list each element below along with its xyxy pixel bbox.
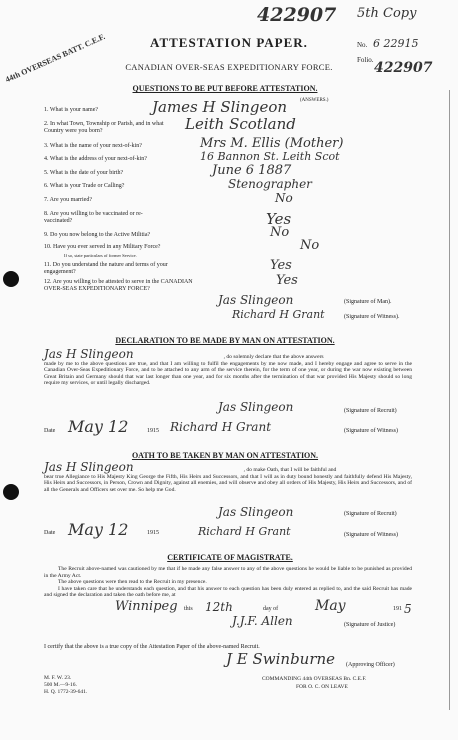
questions-heading: QUESTIONS TO BE PUT BEFORE ATTESTATION. (132, 84, 318, 93)
declaration-body: made by me to the above questions are true, and that I am willing to fulfil the engagements by me now made, and I hereby engage and agree to serve in the Canadian Over-Seas Expeditionary Force, and to be attached to any arm of the service therein, for the term of one year, or during the war now existing between Great Britain and Germany should that war last longer than one year, and for six months after the termination of that war provided His Majesty should so long require my services, or until legally discharged. (44, 360, 412, 387)
magistrate-para-2: The above questions were then read to the Recruit in my presence. (58, 579, 207, 586)
declaration-line-1: , do solemnly declare that the above answers (223, 354, 324, 360)
form-number-2: 500 M.—9-16. (44, 682, 77, 688)
answer-1: James H Slingeon (152, 98, 288, 116)
declaration-recruit-signature: Jas Slingeon (218, 400, 294, 414)
oath-name: Jas H Slingeon (44, 460, 134, 474)
justice-label: (Signature of Justice) (344, 622, 396, 628)
form-number-1: M. F. W. 23. (44, 675, 72, 681)
answer-4: 16 Bannon St. Leith Scot (200, 150, 340, 163)
declaration-text-block (44, 347, 412, 387)
declaration-date-label: Date (44, 428, 56, 434)
answer-2: Leith Scotland (185, 115, 296, 133)
answers-label: (ANSWERS.) (300, 98, 329, 103)
man-signature: Jas Slingeon (218, 293, 294, 307)
magistrate-para-3: I have taken care that he understands each question, and that his answer to each question has been duly entered as replied to, and the said Recruit has made and signed the declaration and taken the oath before me, at (44, 585, 412, 599)
question-1: 1. What is your name? (44, 107, 99, 113)
punch-hole-top (3, 271, 19, 287)
page-subtitle: CANADIAN OVER-SEAS EXPEDITIONARY FORCE. (125, 62, 333, 72)
declaration-witness-label: (Signature of Witness) (344, 428, 398, 434)
no-label: No. (357, 41, 368, 49)
officer-signature: J E Swinburne (226, 650, 336, 668)
magistrate-place: Winnipeg (115, 599, 178, 614)
oath-witness-label: (Signature of Witness) (344, 532, 398, 538)
question-11: 11. Do you understand the nature and terms of your engagement? (44, 262, 168, 275)
answer-6: Stenographer (228, 177, 312, 191)
oath-recruit-label: (Signature of Recruit) (344, 511, 397, 517)
commanding-line-1: COMMANDING 44th OVERSEAS Bn. C.E.F. (262, 676, 367, 682)
oath-text-block (44, 460, 412, 493)
battalion-stamp: 44th OVERSEAS BATT. C.E.F. (4, 32, 107, 85)
answer-12: Yes (276, 273, 298, 288)
declaration-recruit-label: (Signature of Recruit) (344, 408, 397, 414)
declaration-witness-signature: Richard H Grant (170, 420, 272, 434)
oath-date-label: Date (44, 530, 56, 536)
oath-body: bear true Allegiance to His Majesty King George the Fifth, His Heirs and Successors, and that I will as in duty bound honestly and faithfully defend His Majesty, His Heirs and Successors, in Person, Crown and Dignity, against all enemies, and will observe and obey all orders of His Majesty, His Heirs and Successors, and of all the Generals and Officers set over me. So help me God. (44, 473, 412, 493)
question-8: 8. Are you willing to be vaccinated or re-vaccinated? (44, 211, 143, 224)
commanding-line-2: FOR O. C. ON LEAVE (296, 684, 348, 690)
oath-line-1: , do make Oath, that I will be faithful and (243, 467, 337, 473)
oath-recruit-signature: Jas Slingeon (218, 505, 294, 519)
question-3: 3. What is the name of your next-of-kin? (44, 143, 142, 149)
magistrate-this-label: this (184, 606, 193, 612)
folio-label: Folio. (357, 56, 374, 64)
punch-hole-middle (3, 484, 19, 500)
page-title: ATTESTATION PAPER. (150, 35, 308, 50)
oath-date: May 12 (68, 520, 129, 539)
justice-signature: J.J.F. Allen (232, 614, 293, 628)
question-witness-label: (Signature of Witness). (344, 314, 400, 320)
no-value: 6 22915 (373, 37, 419, 50)
officer-label: (Approving Officer) (346, 662, 395, 668)
page-edge-line (449, 90, 450, 710)
magistrate-para-1: The Recruit above-named was cautioned by me that if he made any false answer to any of the above questions he would be liable to be punished as provided in the Army Act. (44, 566, 412, 579)
oath-witness-signature: Richard H Grant (198, 525, 291, 538)
answer-9: No (270, 225, 290, 240)
answer-10: No (300, 238, 320, 253)
magistrate-year-suffix: 5 (404, 602, 412, 616)
reg-number: 422907 (257, 4, 337, 26)
declaration-date: May 12 (68, 417, 129, 436)
answer-11: Yes (270, 258, 292, 273)
question-6: 6. What is your Trade or Calling? (44, 183, 125, 189)
answer-5: June 6 1887 (212, 163, 292, 178)
certify-text: I certify that the above is a true copy of the Attestation Paper of the above-named Recruit. (44, 644, 260, 650)
declaration-heading: DECLARATION TO BE MADE BY MAN ON ATTESTATION. (115, 336, 335, 345)
question-7: 7. Are you married? (44, 197, 92, 203)
militia-note: If so, state particulars of former Service. (64, 253, 137, 258)
magistrate-month: May (315, 598, 346, 614)
answer-8: Yes (266, 210, 292, 228)
question-witness-signature: Richard H Grant (232, 308, 325, 321)
magistrate-year-prefix: 191 (393, 606, 402, 612)
copy-note: 5th Copy (357, 6, 417, 21)
declaration-year: 1915 (147, 428, 159, 434)
question-12: 12. Are you willing to be attested to serve in the CANADIAN OVER-SEAS EXPEDITIONARY FORCE? (44, 279, 193, 292)
magistrate-heading: CERTIFICATE OF MAGISTRATE. (167, 553, 293, 562)
form-number-3: H. Q. 1772-39-641. (44, 689, 88, 695)
question-9: 9. Do you now belong to the Active Militia? (44, 232, 151, 238)
folio-value: 422907 (374, 60, 433, 76)
man-signature-label: (Signature of Man). (344, 299, 392, 305)
declaration-name: Jas H Slingeon (44, 347, 134, 361)
oath-heading: OATH TO BE TAKEN BY MAN ON ATTESTATION. (131, 451, 319, 460)
magistrate-day: 12th (205, 600, 233, 614)
question-2: 2. In what Town, Township or Parish, and in what Country were you born? (44, 121, 164, 134)
answer-7: No (275, 191, 293, 205)
question-4: 4. What is the address of your next-of-kin? (44, 156, 147, 162)
magistrate-day-of-label: day of (263, 606, 279, 612)
question-10: 10. Have you ever served in any Military Force? (44, 244, 161, 250)
question-5: 5. What is the date of your birth? (44, 170, 124, 176)
magistrate-text-block (44, 566, 412, 599)
oath-year: 1915 (147, 530, 159, 536)
answer-3: Mrs M. Ellis (Mother) (200, 136, 344, 151)
